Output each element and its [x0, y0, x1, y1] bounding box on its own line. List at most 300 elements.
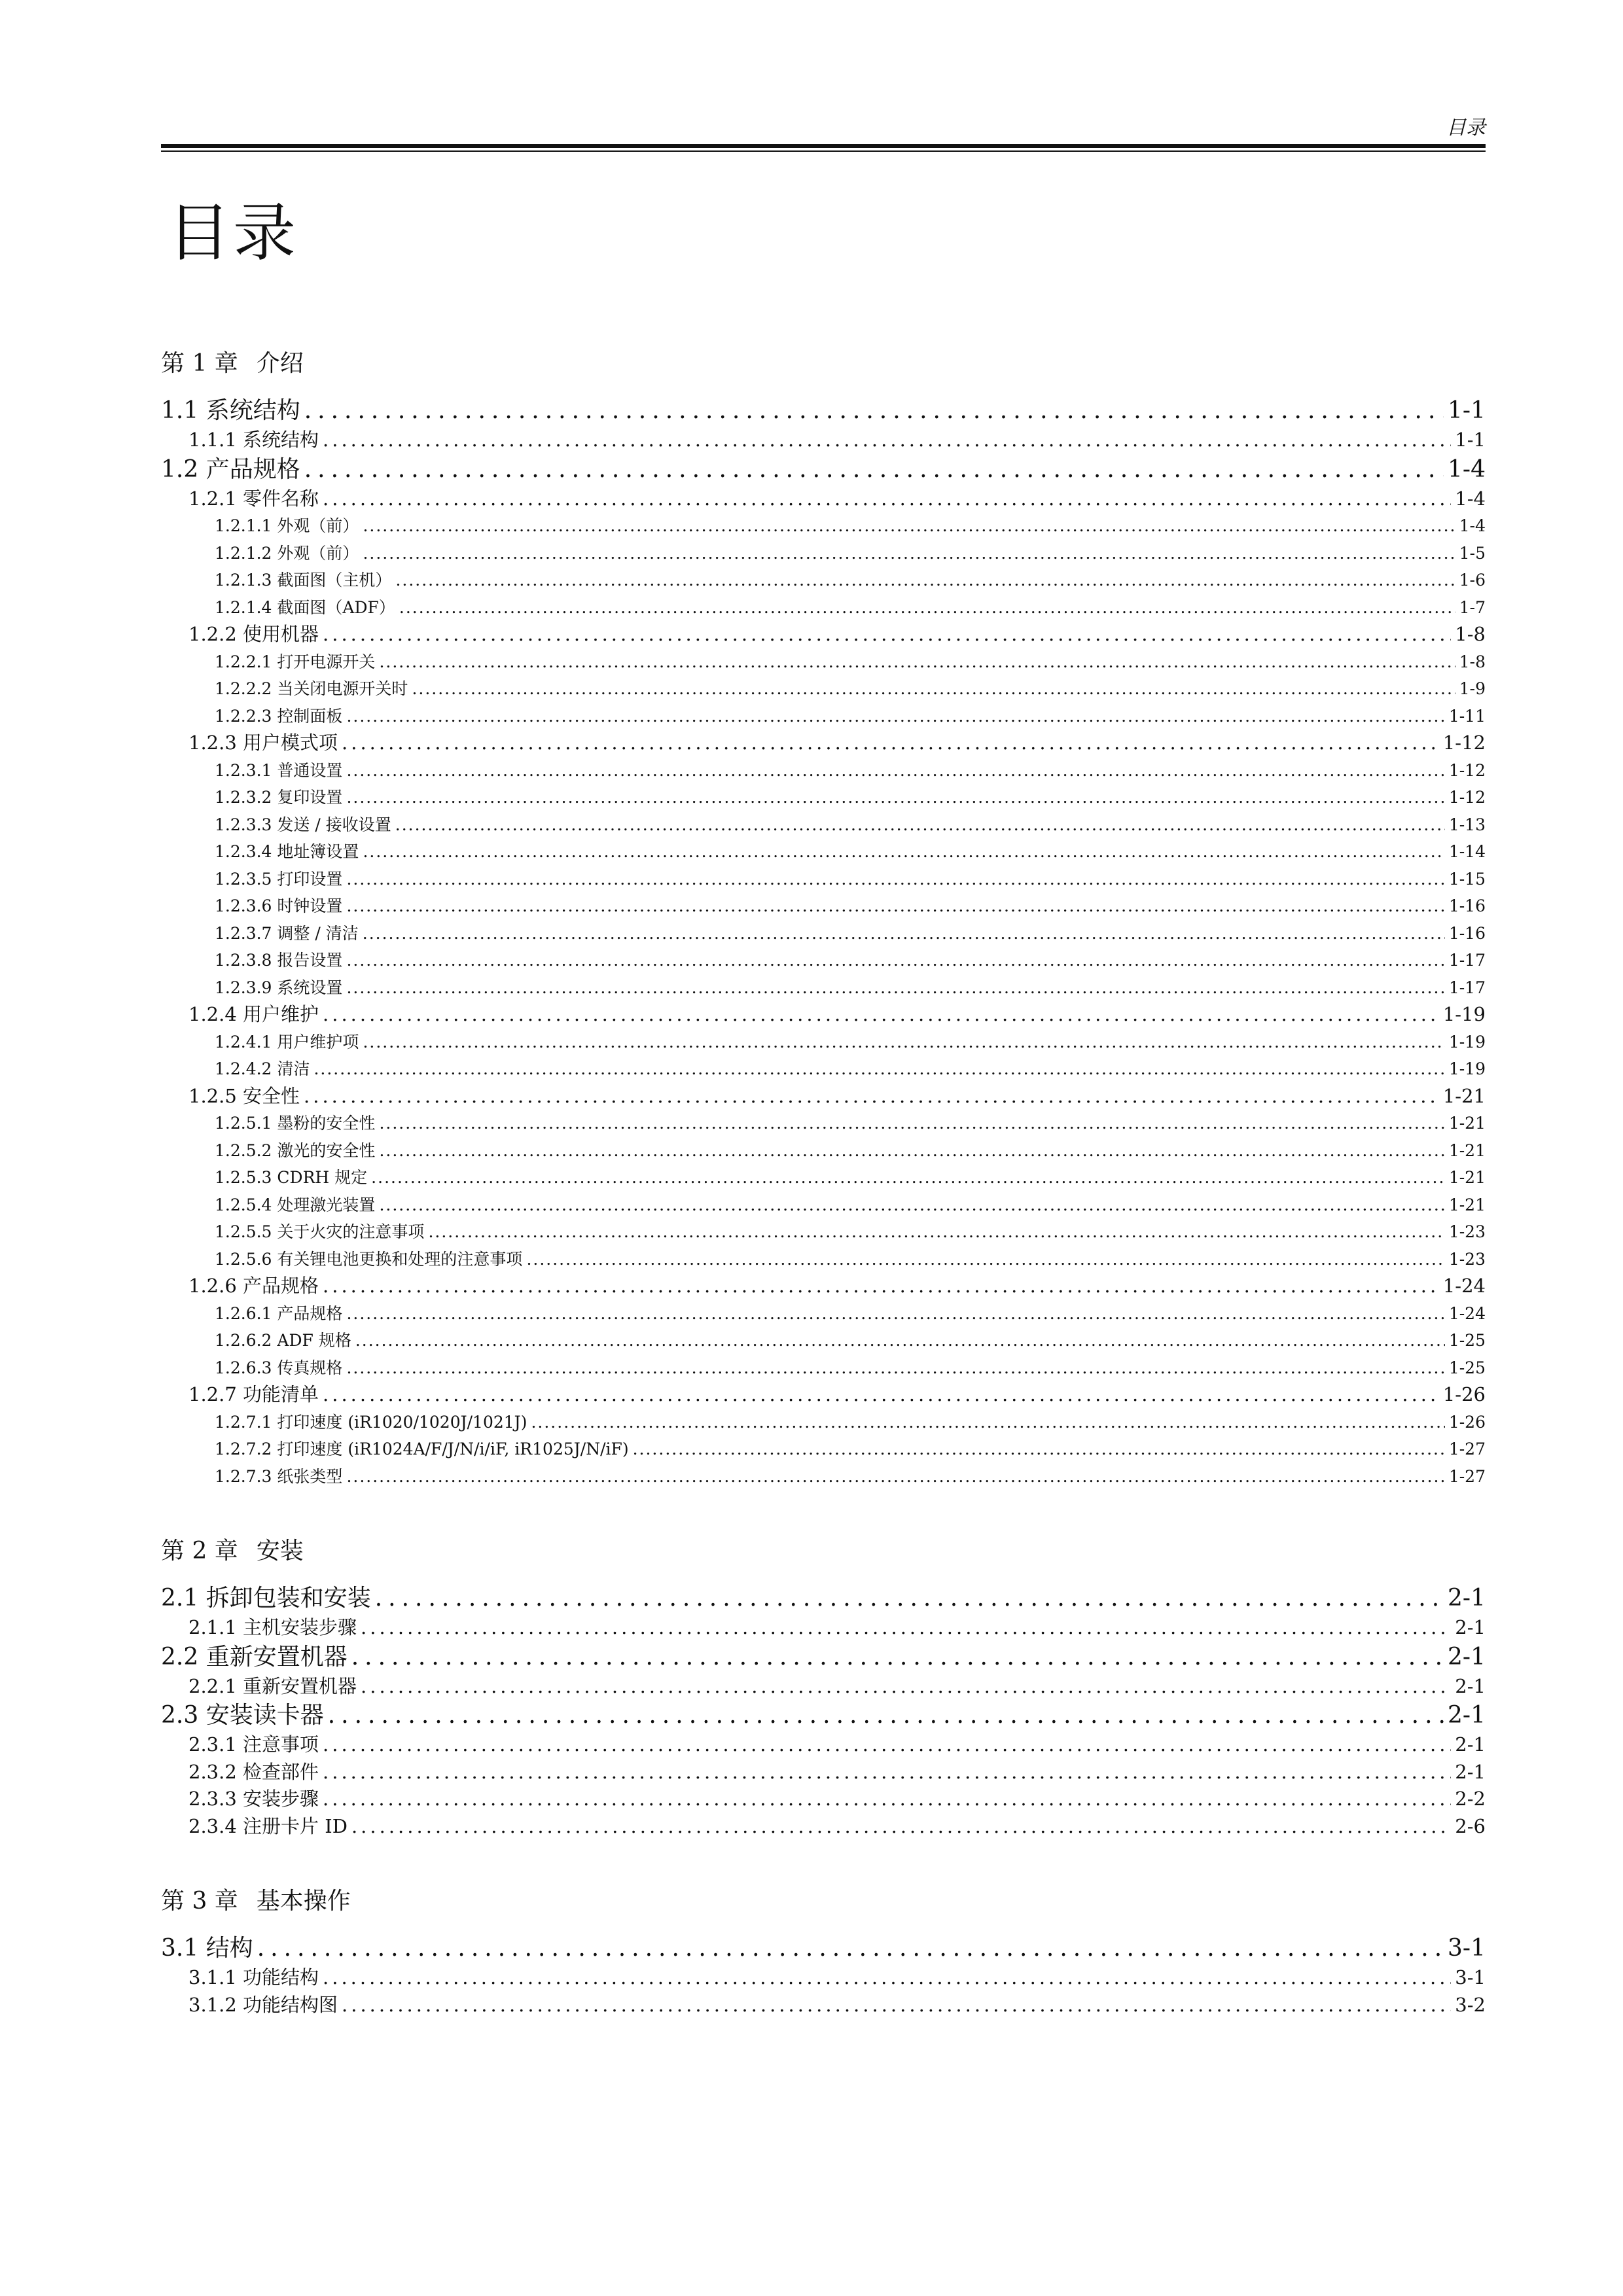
entry-number: 2.3.4	[188, 1814, 243, 1837]
entry-page-number: 1-21	[1448, 1168, 1486, 1187]
dot-leader	[304, 395, 1444, 427]
toc-entry[interactable]	[161, 1463, 1486, 1491]
entry-number: 1.2.1.2	[215, 543, 277, 563]
chapter-block	[161, 1884, 1486, 2019]
dot-leader	[346, 1463, 1444, 1491]
dot-leader	[363, 512, 1455, 540]
entry-label	[188, 1759, 319, 1786]
entry-title: 有关锂电池更换和处理的注意事项	[277, 1249, 523, 1269]
entry-label	[215, 1436, 629, 1463]
header-rule-thin	[161, 150, 1486, 152]
entry-title: 截面图（主机）	[277, 571, 392, 590]
entry-title: 打开电源开关	[277, 652, 376, 671]
chapter-heading	[161, 1884, 1486, 1918]
entry-title: 安全性	[243, 1084, 300, 1107]
entry-label	[188, 1813, 348, 1841]
entry-number: 2.1.1	[188, 1616, 243, 1638]
dot-leader	[342, 1992, 1451, 2019]
dot-leader	[395, 811, 1445, 839]
entry-number: 1.2.5.3	[215, 1168, 277, 1187]
entry-title: 清洁	[277, 1059, 310, 1078]
entry-page-number: 1-1	[1455, 429, 1486, 451]
entry-label	[215, 757, 342, 785]
toc-entry[interactable]	[161, 567, 1486, 594]
entry-page-number: 1-16	[1448, 923, 1486, 943]
entry-number: 1.2.5.4	[215, 1195, 277, 1214]
entry-label	[215, 675, 408, 703]
entry-number: 1.2.7.1	[215, 1412, 277, 1432]
toc-entry[interactable]	[161, 1409, 1486, 1436]
entry-label	[215, 1246, 522, 1273]
entry-number: 1.2.2.3	[215, 706, 277, 726]
entry-title: 使用机器	[243, 623, 319, 645]
entry-number: 1.2	[161, 455, 206, 483]
toc-entry[interactable]	[161, 540, 1486, 567]
entry-page-number: 3-1	[1448, 1935, 1486, 1962]
entry-number: 1.2.6.3	[215, 1358, 277, 1377]
entry-page-number: 2-1	[1448, 1643, 1486, 1670]
chapter-block	[161, 1534, 1486, 1840]
entry-title: 打印速度 (iR1020/1020J/1021J)	[277, 1412, 527, 1432]
entry-title: 处理激光装置	[277, 1195, 376, 1214]
entry-number: 1.2.5.5	[215, 1222, 277, 1241]
dot-leader	[346, 974, 1444, 1002]
entry-number: 2.3.2	[188, 1760, 243, 1783]
entry-title: 截面图（ADF）	[277, 597, 395, 617]
entry-label	[161, 1583, 371, 1614]
toc-entry[interactable]	[161, 1029, 1486, 1056]
entry-title: 用户模式项	[243, 732, 338, 754]
entry-number: 1.2.3.4	[215, 842, 277, 861]
dot-leader	[351, 1813, 1451, 1841]
toc-entry[interactable]	[161, 1673, 1486, 1701]
entry-page-number: 1-4	[1448, 455, 1486, 483]
chapter-heading	[161, 1534, 1486, 1568]
dot-leader	[346, 757, 1444, 785]
entry-label	[215, 838, 359, 866]
entry-title: 打印设置	[277, 869, 343, 889]
entry-page-number: 2-1	[1448, 1702, 1486, 1729]
entry-page-number: 1-9	[1459, 679, 1486, 698]
toc-entry[interactable]	[161, 757, 1486, 785]
dot-leader	[363, 920, 1445, 947]
dot-leader	[363, 838, 1444, 866]
dot-leader	[412, 675, 1455, 703]
entry-label	[188, 1992, 338, 2019]
entry-number: 1.2.2.2	[215, 679, 277, 698]
toc-entry[interactable]	[161, 1137, 1486, 1165]
entry-page-number: 1-19	[1448, 1032, 1486, 1051]
dot-leader	[323, 621, 1451, 648]
entry-title: 当关闭电源开关时	[277, 679, 408, 698]
chapter-title: 基本操作	[256, 1888, 351, 1915]
dot-leader	[323, 1381, 1439, 1409]
entry-page-number: 1-7	[1459, 597, 1486, 617]
entry-page-number: 1-1	[1448, 397, 1486, 424]
dot-leader	[323, 1731, 1451, 1759]
dot-leader	[323, 1759, 1451, 1786]
toc-entry[interactable]	[161, 1218, 1486, 1246]
entry-label	[215, 1354, 342, 1382]
entry-label	[215, 784, 342, 811]
running-header: 目录	[1446, 116, 1486, 139]
toc-entry[interactable]	[161, 454, 1486, 486]
dot-leader	[346, 947, 1444, 974]
toc-entry[interactable]	[161, 866, 1486, 893]
entry-page-number: 1-12	[1442, 732, 1486, 754]
entry-label	[215, 703, 342, 730]
toc-entry[interactable]	[161, 1786, 1486, 1813]
entry-label	[215, 594, 395, 622]
entry-title: 普通设置	[277, 760, 343, 780]
entry-label	[215, 974, 342, 1002]
entry-title: 时钟设置	[277, 896, 343, 915]
entry-label	[188, 1001, 319, 1029]
entry-title: 激光的安全性	[277, 1140, 376, 1160]
entry-label	[188, 1083, 300, 1110]
entry-label	[188, 427, 319, 454]
toc-entry[interactable]	[161, 1614, 1486, 1642]
toc-entry[interactable]	[161, 920, 1486, 947]
entry-label	[161, 1642, 348, 1673]
entry-page-number: 1-13	[1448, 815, 1486, 834]
entry-title: 产品规格	[243, 1275, 319, 1297]
entry-title: ADF 规格	[277, 1331, 351, 1350]
dot-leader	[323, 1001, 1439, 1029]
entry-page-number: 1-19	[1442, 1003, 1486, 1025]
entry-title: 系统设置	[277, 978, 343, 997]
entry-title: 功能结构	[243, 1966, 319, 1988]
entry-page-number: 1-27	[1448, 1439, 1486, 1458]
entry-title: 结构	[205, 1935, 253, 1962]
dot-leader	[346, 892, 1444, 920]
entry-label	[215, 1327, 351, 1354]
entry-title: 纸张类型	[277, 1466, 343, 1486]
entry-label	[188, 1381, 319, 1409]
entry-title: 调整 / 清洁	[277, 923, 359, 943]
entry-page-number: 1-19	[1448, 1059, 1486, 1078]
entry-title: 安装步骤	[243, 1788, 319, 1810]
entry-label	[215, 811, 391, 839]
entry-label	[188, 1731, 319, 1759]
page-title: 目录	[168, 196, 298, 270]
toc-entry[interactable]	[161, 1327, 1486, 1354]
dot-leader	[379, 648, 1455, 676]
entry-page-number: 1-25	[1448, 1331, 1486, 1350]
dot-leader	[375, 1583, 1444, 1614]
toc-entry[interactable]	[161, 427, 1486, 454]
dot-leader	[313, 1055, 1444, 1083]
dot-leader	[304, 1083, 1439, 1110]
entry-title: 系统结构	[205, 397, 300, 424]
entry-number: 2.3.1	[188, 1733, 243, 1756]
entry-page-number: 2-6	[1455, 1814, 1486, 1837]
dot-leader	[399, 594, 1455, 622]
entry-page-number: 1-17	[1448, 951, 1486, 970]
toc-entry[interactable]	[161, 1354, 1486, 1382]
dot-leader	[428, 1218, 1444, 1246]
toc-entry[interactable]	[161, 648, 1486, 676]
entry-page-number: 1-6	[1459, 571, 1486, 590]
entry-title: 外观（前）	[277, 543, 359, 563]
toc-entry[interactable]	[161, 486, 1486, 513]
entry-number: 1.2.5.1	[215, 1114, 277, 1133]
entry-number: 2.3.3	[188, 1788, 243, 1810]
entry-title: 拆卸包装和安装	[205, 1585, 371, 1612]
toc-entry[interactable]	[161, 974, 1486, 1002]
toc-entry[interactable]	[161, 1731, 1486, 1759]
entry-label	[188, 621, 319, 648]
dot-leader	[379, 1192, 1444, 1219]
dot-leader	[371, 1164, 1445, 1192]
entry-title: 零件名称	[243, 487, 319, 510]
entry-label	[188, 1964, 319, 1992]
chapter-heading	[161, 347, 1486, 381]
toc-entry[interactable]	[161, 947, 1486, 974]
entry-number: 1.2.7.3	[215, 1466, 277, 1486]
toc-entry[interactable]	[161, 892, 1486, 920]
entry-label	[215, 947, 342, 974]
entry-label	[215, 1110, 375, 1137]
entry-title: 产品规格	[277, 1303, 343, 1323]
entry-number: 1.2.6.2	[215, 1331, 277, 1350]
entry-page-number: 1-21	[1442, 1084, 1486, 1107]
entry-page-number: 2-1	[1455, 1733, 1486, 1756]
entry-title: 控制面板	[277, 706, 343, 726]
entry-title: 地址簿设置	[277, 842, 359, 861]
entry-number: 1.2.7	[188, 1383, 243, 1405]
entry-page-number: 1-17	[1448, 978, 1486, 997]
entry-title: 传真规格	[277, 1358, 343, 1377]
dot-leader	[323, 486, 1451, 513]
entry-label	[215, 1055, 310, 1083]
dot-leader	[304, 454, 1444, 486]
toc-entry[interactable]	[161, 512, 1486, 540]
entry-title: CDRH 规定	[277, 1168, 368, 1187]
dot-leader	[346, 703, 1444, 730]
entry-label	[215, 892, 342, 920]
entry-number: 1.2.7.2	[215, 1439, 277, 1458]
entry-page-number: 1-25	[1448, 1358, 1486, 1377]
dot-leader	[379, 1137, 1444, 1165]
entry-title: 系统结构	[243, 429, 319, 451]
entry-page-number: 1-21	[1448, 1140, 1486, 1160]
toc-entry[interactable]	[161, 1273, 1486, 1300]
entry-label	[215, 1218, 424, 1246]
dot-leader	[346, 1300, 1444, 1328]
entry-page-number: 1-15	[1448, 869, 1486, 889]
toc-entry[interactable]	[161, 703, 1486, 730]
entry-label	[188, 1273, 319, 1300]
entry-number: 1.1.1	[188, 429, 243, 451]
entry-page-number: 1-8	[1455, 623, 1486, 645]
dot-leader	[323, 1786, 1451, 1813]
entry-title: 重新安置机器	[205, 1643, 348, 1670]
entry-number: 1.2.4.1	[215, 1032, 277, 1051]
toc-entry[interactable]	[161, 1964, 1486, 1992]
entry-number: 1.1	[161, 397, 206, 424]
entry-number: 1.2.1.1	[215, 516, 277, 535]
toc-entry[interactable]	[161, 1001, 1486, 1029]
toc-entry[interactable]	[161, 1583, 1486, 1614]
entry-number: 1.2.2	[188, 623, 243, 645]
entry-label	[188, 1614, 357, 1642]
entry-label	[215, 1164, 367, 1192]
entry-page-number: 1-11	[1448, 706, 1486, 726]
entry-label	[188, 1673, 357, 1701]
dot-leader	[526, 1246, 1444, 1273]
entry-page-number: 2-1	[1455, 1760, 1486, 1783]
entry-label	[215, 512, 359, 540]
entry-number: 1.2.3.5	[215, 869, 277, 889]
entry-number: 1.2.1.3	[215, 571, 277, 590]
entry-number: 1.2.3.2	[215, 788, 277, 807]
toc-entry[interactable]	[161, 621, 1486, 648]
entry-page-number: 1-12	[1448, 788, 1486, 807]
entry-label	[188, 486, 319, 513]
toc-entry[interactable]	[161, 1246, 1486, 1273]
toc-entry[interactable]	[161, 1759, 1486, 1786]
entry-title: 主机安装步骤	[243, 1616, 357, 1638]
entry-page-number: 1-5	[1459, 543, 1486, 563]
entry-label	[161, 395, 300, 427]
entry-label	[215, 567, 391, 594]
toc-entry[interactable]	[161, 1110, 1486, 1137]
chapter-title: 介绍	[256, 350, 304, 377]
entry-page-number: 1-26	[1448, 1412, 1486, 1432]
chapter-title: 安装	[256, 1538, 304, 1564]
dot-leader	[323, 1273, 1439, 1300]
entry-label	[215, 1463, 342, 1491]
toc-entry[interactable]	[161, 838, 1486, 866]
entry-page-number: 1-23	[1448, 1249, 1486, 1269]
entry-number: 1.2.3.7	[215, 923, 277, 943]
dot-leader	[346, 1354, 1444, 1382]
entry-page-number: 1-4	[1455, 487, 1486, 510]
entry-label	[215, 540, 359, 567]
toc-entry[interactable]	[161, 1642, 1486, 1673]
dot-leader	[363, 1029, 1444, 1056]
toc-entry[interactable]	[161, 1992, 1486, 2019]
dot-leader	[351, 1642, 1444, 1673]
entry-number: 1.2.4	[188, 1003, 243, 1025]
dot-leader	[361, 1614, 1451, 1642]
entry-page-number: 1-8	[1459, 652, 1486, 671]
header-rule	[161, 144, 1486, 148]
entry-title: 重新安置机器	[243, 1674, 357, 1697]
entry-number: 2.1	[161, 1585, 206, 1612]
toc-entry[interactable]	[161, 1055, 1486, 1083]
toc-entry[interactable]	[161, 1300, 1486, 1328]
entry-number: 2.2.1	[188, 1674, 243, 1697]
entry-title: 功能清单	[243, 1383, 319, 1405]
entry-title: 外观（前）	[277, 516, 359, 535]
toc-entry[interactable]	[161, 784, 1486, 811]
entry-page-number: 3-2	[1455, 1993, 1486, 2016]
toc-entry[interactable]	[161, 594, 1486, 622]
entry-page-number: 1-21	[1448, 1114, 1486, 1133]
table-of-contents	[161, 347, 1486, 2019]
entry-number: 1.2.5.6	[215, 1249, 277, 1269]
entry-label	[215, 1300, 342, 1328]
entry-title: 注册卡片 ID	[243, 1814, 348, 1837]
toc-entry[interactable]	[161, 1436, 1486, 1463]
toc-entry[interactable]	[161, 1933, 1486, 1964]
entry-number: 1.2.3.6	[215, 896, 277, 915]
toc-entry[interactable]	[161, 395, 1486, 427]
entry-page-number: 1-16	[1448, 896, 1486, 915]
entry-page-number: 1-23	[1448, 1222, 1486, 1241]
entry-page-number: 2-1	[1455, 1674, 1486, 1697]
dot-leader	[346, 784, 1444, 811]
entry-title: 用户维护项	[277, 1032, 359, 1051]
entry-title: 用户维护	[243, 1003, 319, 1025]
entry-number: 1.2.3.9	[215, 978, 277, 997]
dot-leader	[328, 1700, 1444, 1731]
entry-title: 产品规格	[205, 455, 300, 483]
entry-number: 1.2.1	[188, 487, 243, 510]
entry-number: 3.1	[161, 1935, 206, 1962]
entry-label	[188, 730, 338, 757]
entry-label	[215, 1137, 375, 1165]
entry-page-number: 3-1	[1455, 1966, 1486, 1988]
entry-number: 1.2.5.2	[215, 1140, 277, 1160]
entry-page-number: 2-1	[1448, 1585, 1486, 1612]
dot-leader	[355, 1327, 1445, 1354]
toc-entry[interactable]	[161, 1381, 1486, 1409]
entry-number: 1.2.3	[188, 732, 243, 754]
entry-page-number: 1-12	[1448, 760, 1486, 780]
entry-page-number: 1-27	[1448, 1466, 1486, 1486]
entry-label	[215, 866, 342, 893]
entry-number: 1.2.4.2	[215, 1059, 277, 1078]
dot-leader	[363, 540, 1455, 567]
entry-title: 功能结构图	[243, 1993, 338, 2016]
entry-number: 1.2.5	[188, 1084, 243, 1107]
toc-entry[interactable]	[161, 730, 1486, 757]
toc-entry[interactable]	[161, 811, 1486, 839]
entry-label	[161, 454, 300, 486]
entry-label	[188, 1786, 319, 1813]
toc-entry[interactable]	[161, 1083, 1486, 1110]
entry-title: 注意事项	[243, 1733, 319, 1756]
entry-title: 发送 / 接收设置	[277, 815, 391, 834]
dot-leader	[379, 1110, 1444, 1137]
entry-number: 1.2.3.3	[215, 815, 277, 834]
toc-entry[interactable]	[161, 1192, 1486, 1219]
entry-number: 2.3	[161, 1702, 206, 1729]
entry-number: 1.2.3.8	[215, 951, 277, 970]
dot-leader	[342, 730, 1439, 757]
entry-title: 墨粉的安全性	[277, 1114, 376, 1133]
toc-entry[interactable]	[161, 1813, 1486, 1841]
entry-title: 复印设置	[277, 788, 343, 807]
dot-leader	[395, 567, 1455, 594]
toc-entry[interactable]	[161, 1700, 1486, 1731]
toc-entry[interactable]	[161, 1164, 1486, 1192]
chapter-number: 第 3 章	[161, 1888, 238, 1915]
entry-title: 安装读卡器	[205, 1702, 324, 1729]
entry-number: 1.2.2.1	[215, 652, 277, 671]
dot-leader	[361, 1673, 1451, 1701]
dot-leader	[257, 1933, 1444, 1964]
entry-page-number: 2-1	[1455, 1616, 1486, 1638]
entry-page-number: 1-24	[1442, 1275, 1486, 1297]
entry-label	[215, 1409, 527, 1436]
entry-label	[215, 920, 359, 947]
toc-entry[interactable]	[161, 675, 1486, 703]
entry-label	[215, 648, 375, 676]
